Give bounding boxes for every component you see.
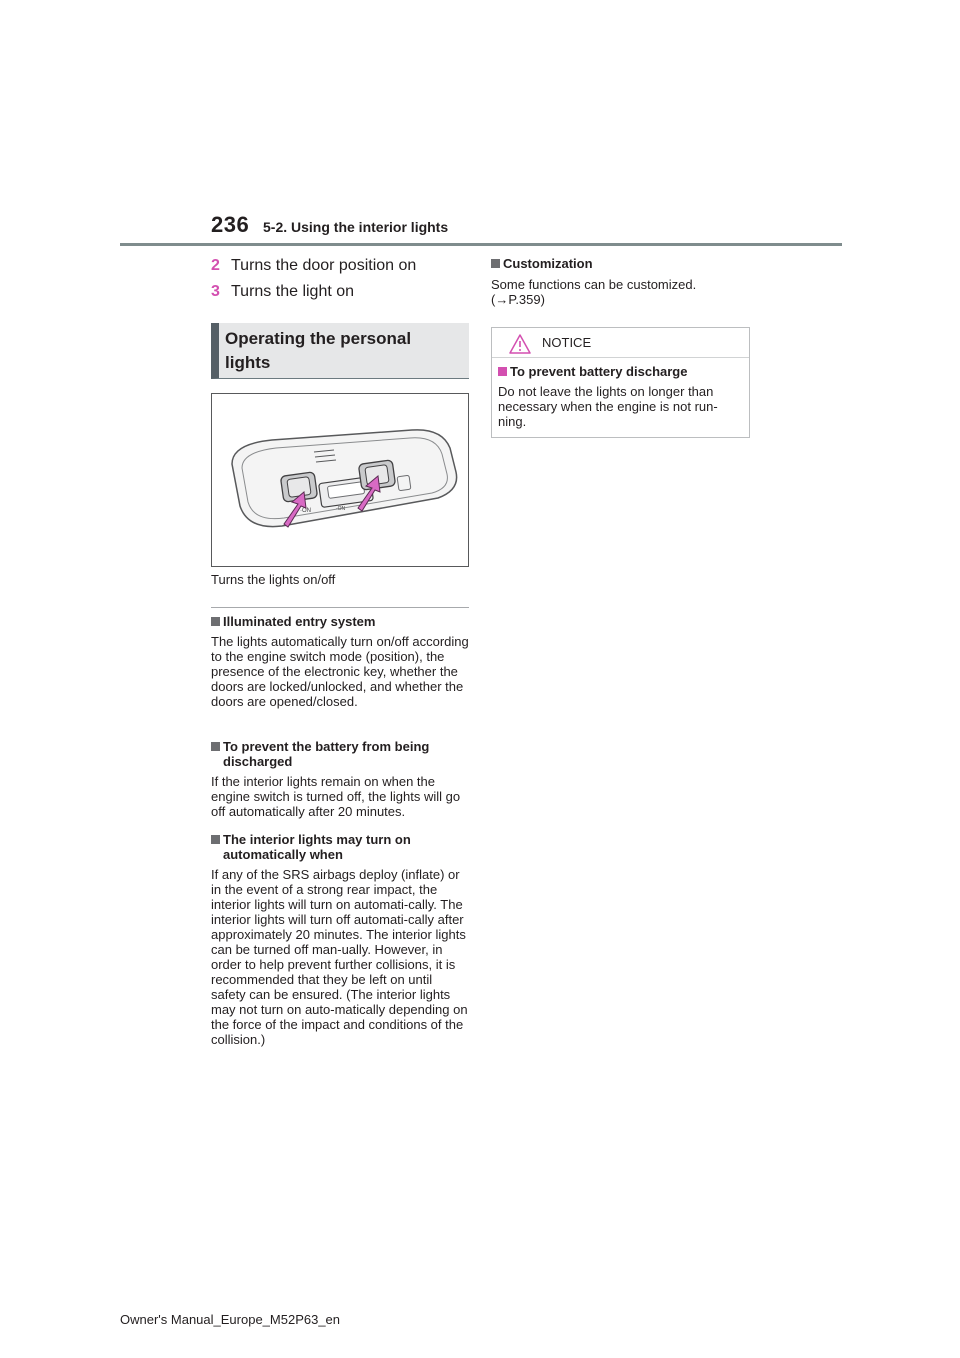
note-heading: Illuminated entry system [211,614,469,629]
step-3 [211,282,469,302]
notice-box [491,327,750,438]
warning-icon [509,334,531,354]
note-auto-turn-on [211,832,469,1047]
notice-heading: To prevent battery discharge [498,364,743,379]
heading-line-2: lights [225,353,271,372]
section-title: 5-2. Using the interior lights [263,219,449,235]
step-2 [211,256,469,276]
square-bullet-icon [211,617,220,626]
note-body: If any of the SRS airbags deploy (inflate) or in the event of a strong rear impact, the interior lights will turn on automati-cally. The interior lights will turn off automati-cally after approximately 20 minutes. The interior lights can be turned off man-ually. However, in order to help prevent further collisions, it is recommended that they be left on until safety can be ensured. (The interior lights may not turn on auto-matically depending on the force of the impact and conditions of the collision.) [211,867,468,1047]
square-bullet-icon [211,742,220,751]
header-divider [120,243,842,246]
step-number: 3 [211,283,220,300]
note-body: If the interior lights remain on when the engine switch is turned off, the lights will go off automatically after 20 minutes. [211,774,461,819]
note-heading: The interior lights may turn on automatically when [211,832,469,862]
step-number: 2 [211,257,220,274]
note-battery-discharge [211,739,469,819]
square-bullet-icon [491,259,500,268]
square-bullet-icon [498,367,507,376]
notice-body: Do not leave the lights on longer than necessary when the engine is not run-ning. [498,384,718,429]
step-text: Turns the door position on [231,257,417,274]
customization-heading: Customization [491,256,751,271]
personal-lights-illustration [211,393,469,567]
notice-header [492,328,749,358]
note-body: The lights automatically turn on/off according to the engine switch mode (position), the presence of the electronic key, whether the doors are locked/unlocked, and whether the doors are opened/closed. [211,634,469,709]
figure-caption: Turns the lights on/off [211,572,336,587]
left-button-label: ·ON [300,508,311,514]
right-button-label: ·ON [336,506,346,512]
step-text: Turns the light on [231,283,355,300]
notes-divider [211,607,469,608]
footer-text: Owner's Manual_Europe_M52P63_en [120,1312,341,1327]
notice-label: NOTICE [542,335,592,350]
square-bullet-icon [211,835,220,844]
overhead-console-drawing [212,394,468,566]
note-heading: To prevent the battery from being discharged [211,739,469,769]
notice-content [492,358,749,429]
personal-lights-heading [211,323,469,379]
page-number: 236 [211,212,250,237]
customization-note [491,256,751,307]
customization-body: Some functions can be customized. (→P.359) [491,277,697,307]
note-illuminated-entry [211,614,469,709]
heading-line-1: Operating the personal [225,329,412,348]
